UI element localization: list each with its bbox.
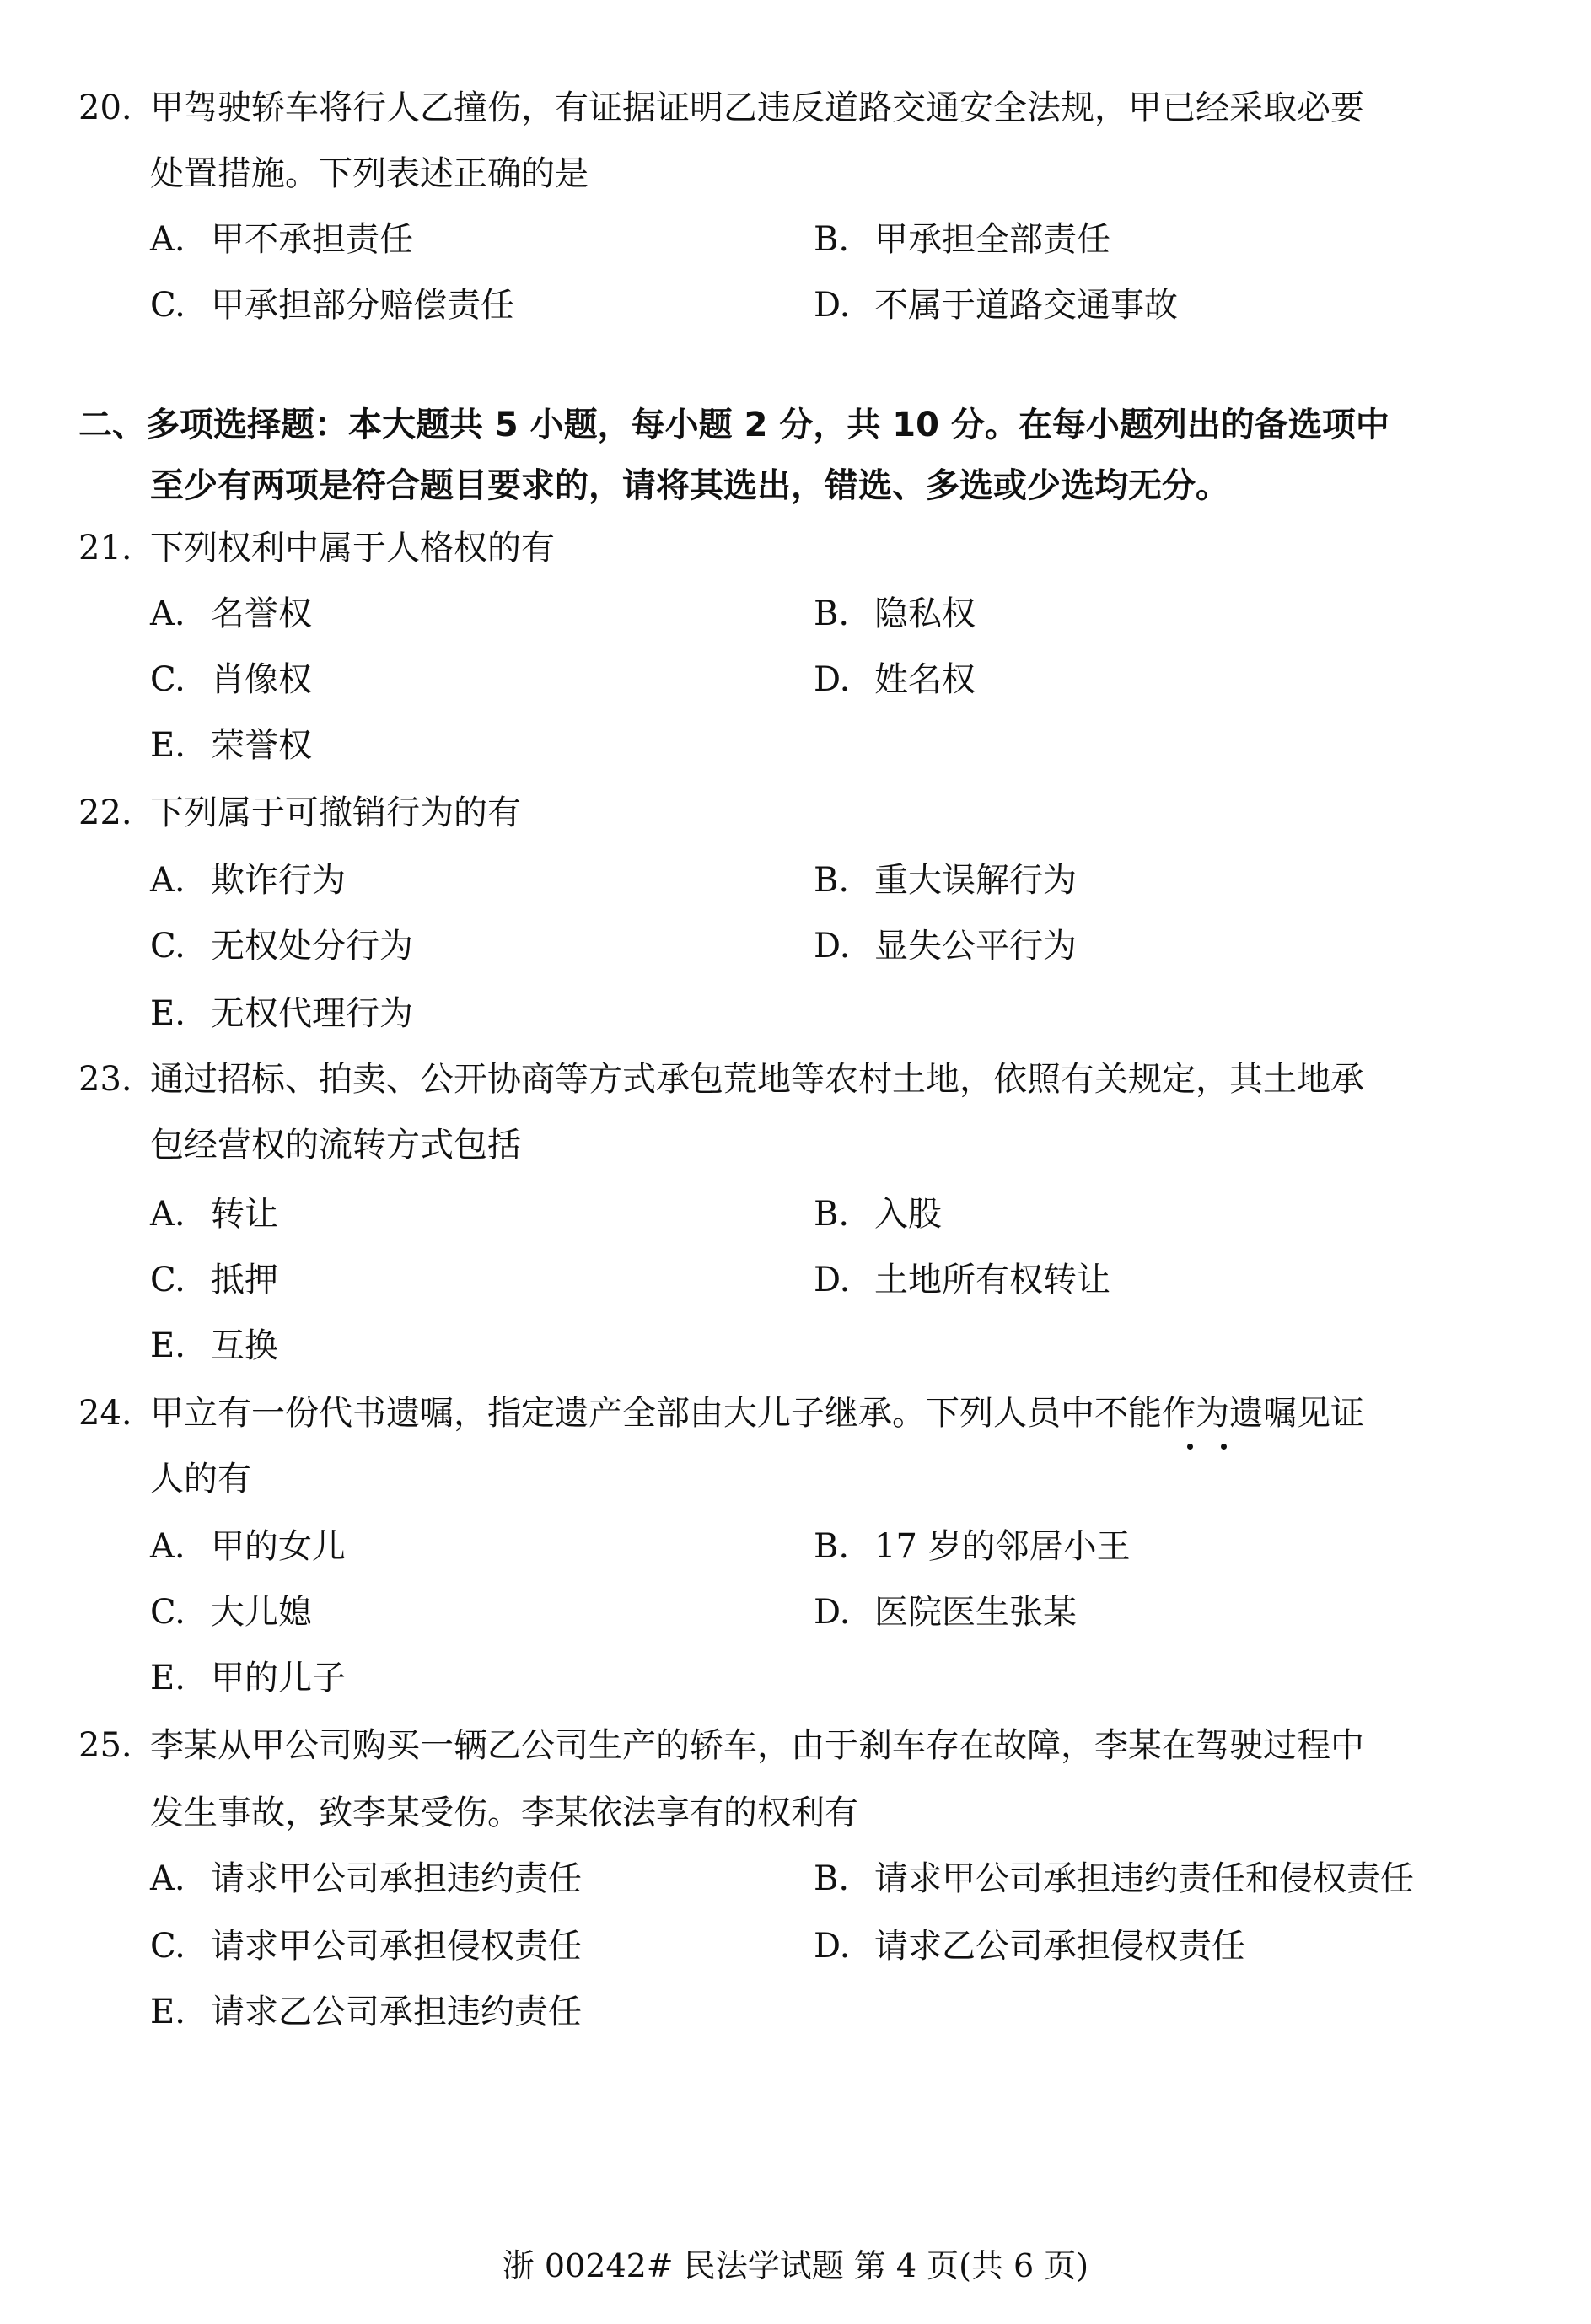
q23-option-a: A. 转让 — [150, 1195, 278, 1234]
q22-option-a: A. 欺诈行为 — [150, 861, 346, 900]
q23-option-d: D. 土地所有权转让 — [814, 1261, 1110, 1299]
q25-option-d: D. 请求乙公司承担侵权责任 — [814, 1927, 1245, 1966]
section2-heading-line2: 至少有两项是符合题目要求的，请将其选出，错选、多选或少选均无分。 — [150, 466, 1229, 505]
q21-option-e: E. 荣誉权 — [150, 726, 312, 765]
section2-heading-line1: 二、多项选择题：本大题共 5 小题，每小题 2 分，共 10 分。在每小题列出的备选项中 — [78, 406, 1389, 444]
q20-option-d: D. 不属于道路交通事故 — [814, 286, 1178, 325]
q21-option-d: D. 姓名权 — [814, 660, 976, 699]
q22-option-e: E. 无权代理行为 — [150, 994, 413, 1033]
q21-option-b: B. 隐私权 — [814, 594, 976, 633]
q25-option-c: C. 请求甲公司承担侵权责任 — [150, 1927, 582, 1966]
emphasis-dot — [1187, 1444, 1193, 1450]
q23-option-c: C. 抵押 — [150, 1261, 278, 1299]
q23-option-e: E. 互换 — [150, 1326, 278, 1365]
q25-stem-line1: 李某从甲公司购买一辆乙公司生产的轿车，由于刹车存在故障，李某在驾驶过程中 — [150, 1726, 1364, 1765]
q23-number: 23. — [78, 1060, 132, 1099]
q24-option-a: A. 甲的女儿 — [150, 1527, 346, 1566]
q24-stem-line1: 甲立有一份代书遗嘱，指定遗产全部由大儿子继承。下列人员中不能作为遗嘱见证 — [150, 1394, 1364, 1433]
q25-option-a: A. 请求甲公司承担违约责任 — [150, 1859, 582, 1898]
q24-option-d: D. 医院医生张某 — [814, 1593, 1077, 1632]
q25-option-e: E. 请求乙公司承担违约责任 — [150, 1993, 582, 2031]
q23-stem-line2: 包经营权的流转方式包括 — [150, 1126, 521, 1165]
q24-option-c: C. 大儿媳 — [150, 1593, 312, 1632]
q20-stem-line1: 甲驾驶轿车将行人乙撞伤，有证据证明乙违反道路交通安全法规，甲已经采取必要 — [150, 89, 1364, 127]
q24-stem-line2: 人的有 — [150, 1460, 251, 1498]
q22-stem-line1: 下列属于可撤销行为的有 — [150, 793, 521, 832]
q21-number: 21. — [78, 529, 132, 568]
q24-number: 24. — [78, 1394, 132, 1433]
q25-stem-line2: 发生事故，致李某受伤。李某依法享有的权利有 — [150, 1794, 858, 1832]
q21-option-a: A. 名誉权 — [150, 594, 312, 633]
q20-option-b: B. 甲承担全部责任 — [814, 220, 1110, 259]
q24-option-e: E. 甲的儿子 — [150, 1659, 346, 1697]
q22-option-b: B. 重大误解行为 — [814, 861, 1077, 900]
q22-option-c: C. 无权处分行为 — [150, 927, 413, 966]
q20-number: 20. — [78, 89, 132, 127]
q20-option-a: A. 甲不承担责任 — [150, 220, 413, 259]
q21-option-c: C. 肖像权 — [150, 660, 312, 699]
q25-number: 25. — [78, 1726, 132, 1765]
q20-option-c: C. 甲承担部分赔偿责任 — [150, 286, 514, 325]
q25-option-b: B. 请求甲公司承担违约责任和侵权责任 — [814, 1859, 1414, 1898]
q20-stem-line2: 处置措施。下列表述正确的是 — [150, 154, 589, 193]
q22-number: 22. — [78, 793, 132, 832]
q24-option-b: B. 17 岁的邻居小王 — [814, 1527, 1131, 1566]
emphasis-dot — [1221, 1444, 1227, 1450]
q22-option-d: D. 显失公平行为 — [814, 927, 1077, 966]
q23-stem-line1: 通过招标、拍卖、公开协商等方式承包荒地等农村土地，依照有关规定，其土地承 — [150, 1060, 1364, 1099]
page-footer: 浙 00242# 民法学试题 第 4 页(共 6 页) — [502, 2247, 1089, 2284]
q21-stem-line1: 下列权利中属于人格权的有 — [150, 529, 555, 568]
q23-option-b: B. 入股 — [814, 1195, 942, 1234]
